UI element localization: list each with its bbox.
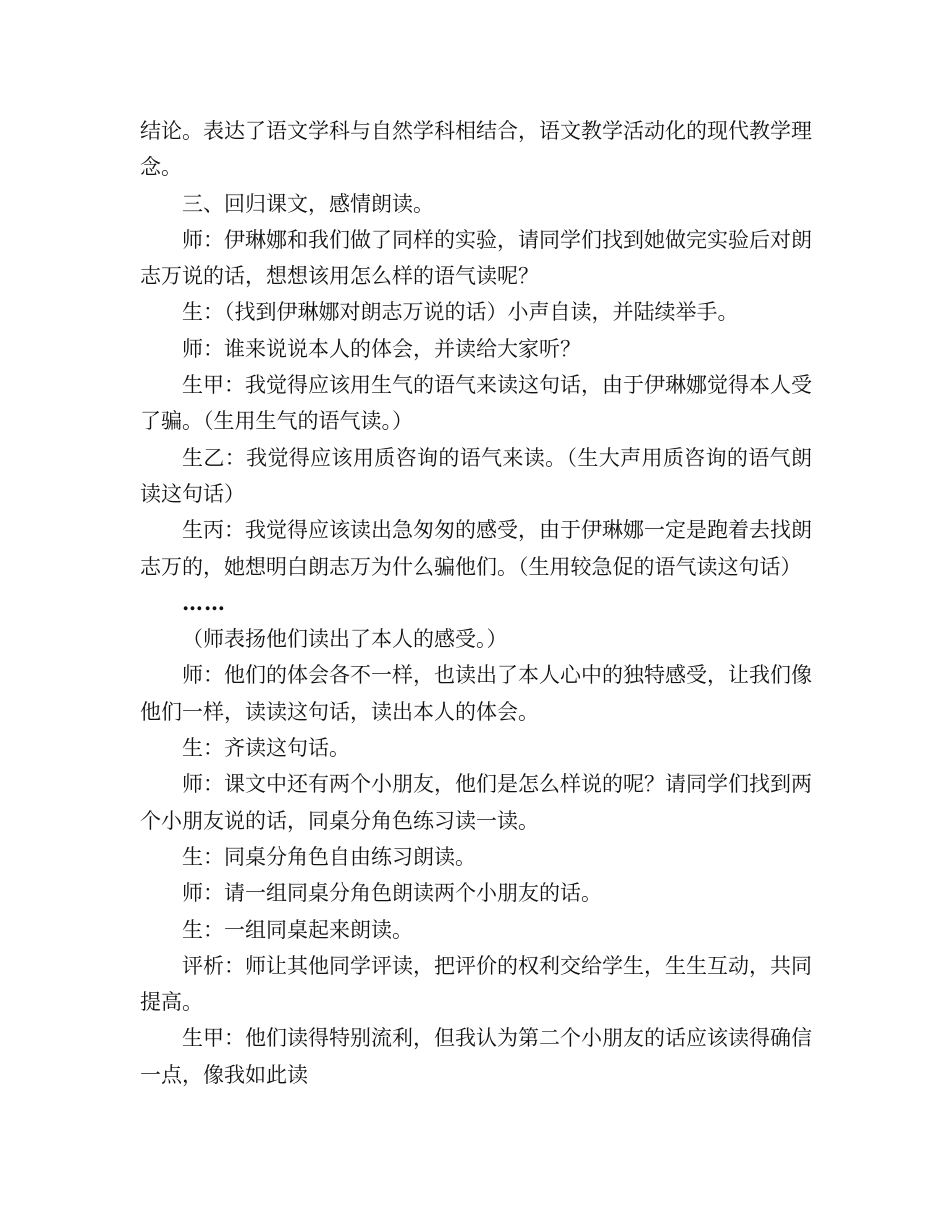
paragraph-1: 结论。表达了语文学科与自然学科相结合，语文教学活动化的现代教学理念。 [140,119,812,180]
paragraph-15: 师：请一组同桌分角色朗读两个小朋友的话。 [182,881,602,906]
paragraph-10: （师表扬他们读出了本人的感受。） [182,627,508,652]
paragraph-16: 生：一组同桌起来朗读。 [182,917,413,942]
document-page [140,113,812,1093]
paragraph-14: 生：同桌分角色自由练习朗读。 [182,844,476,869]
paragraph-8: 生丙：我觉得应该读出急匆匆的感受，由于伊琳娜一定是跑着去找朗志万的，她想明白朗志万为什么骗他们。（生用较急促的语气读这句话） [140,518,812,579]
paragraph-5: 师：谁来说说本人的体会，并读给大家听？ [182,336,581,361]
paragraph-3: 师：伊琳娜和我们做了同样的实验，请同学们找到她做完实验后对朗志万说的话，想想该用怎么样的语气读呢？ [140,227,812,289]
paragraph-12: 生：齐读这句话。 [182,736,350,761]
paragraph-4: 生：（找到伊琳娜对朗志万说的话）小声自读，并陆续举手。 [182,300,739,325]
paragraph-7: 生乙：我觉得应该用质咨询的语气来读。（生大声用质咨询的语气朗读这句话） [140,445,812,506]
ellipsis-line: …… [182,589,226,615]
paragraph-17: 评析：师让其他同学评读，把评价的权利交给学生，生生互动，共同提高。 [140,953,812,1015]
paragraph-13: 师：课文中还有两个小朋友，他们是怎么样说的呢？请同学们找到两个小朋友说的话，同桌分角色练习读一读。 [140,772,812,833]
paragraph-2: 三、回归课文，感情朗读。 [182,191,434,216]
paragraph-11: 师：他们的体会各不一样，也读出了本人心中的独特感受，让我们像他们一样，读读这句话，读出本人的体会。 [140,663,812,724]
paragraph-6: 生甲：我觉得应该用生气的语气来读这句话，由于伊琳娜觉得本人受了骗。（生用生气的语气读。） [140,373,812,434]
paragraph-18: 生甲：他们读得特别流利，但我认为第二个小朋友的话应该读得确信一点，像我如此读 [140,1026,812,1087]
